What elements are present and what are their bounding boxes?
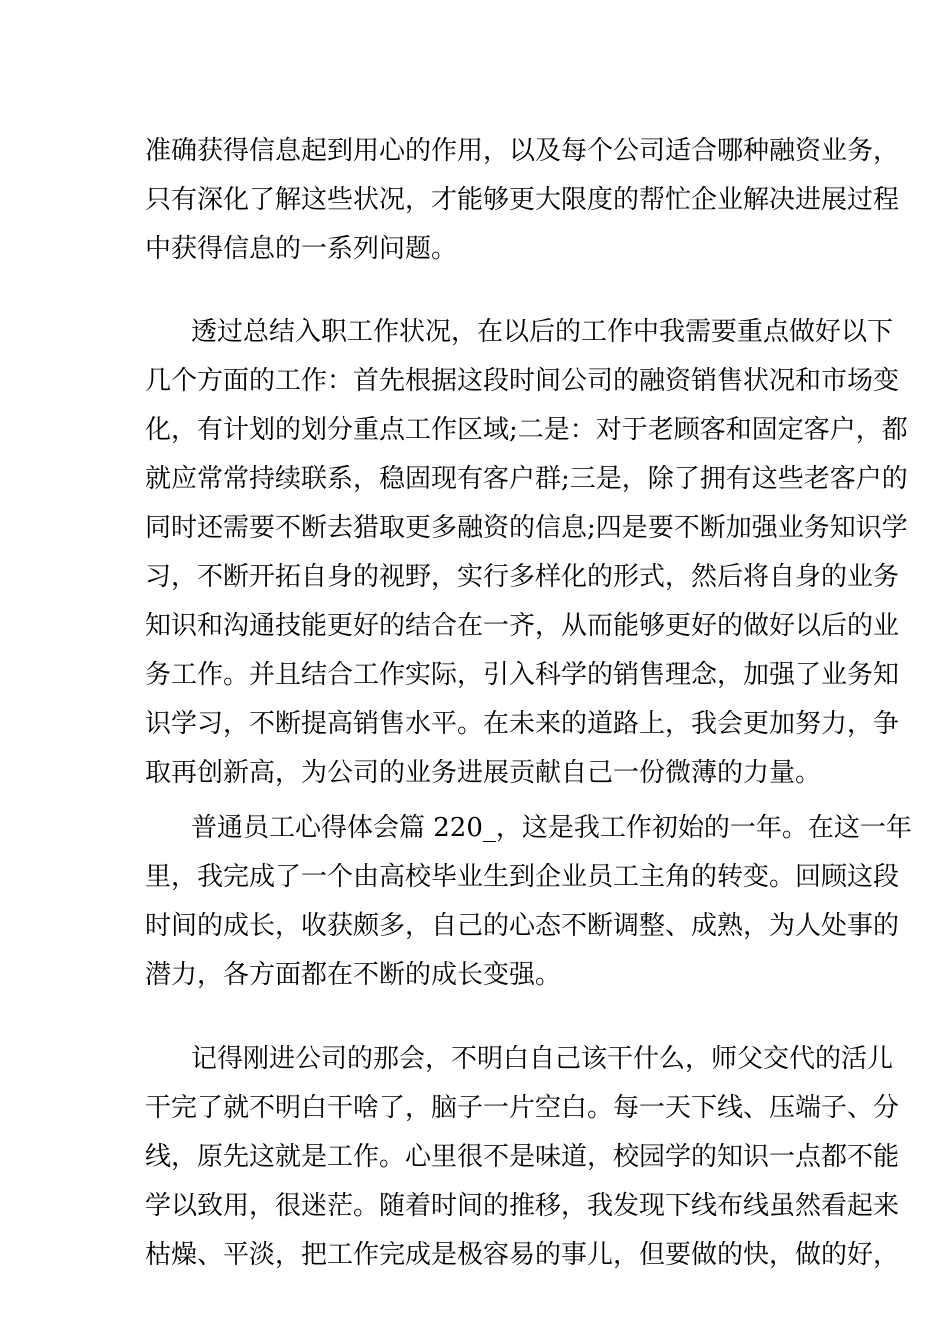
text-line: 时间的成长，收获颇多，自己的心态不断调整、成熟，为人处事的 (145, 911, 900, 941)
text-line: 务工作。并且结合工作实际，引入科学的销售理念，加强了业务知 (145, 660, 900, 690)
text-line: 学以致用，很迷茫。随着时间的推移，我发现下线布线虽然看起来 (145, 1191, 900, 1221)
text-line: 中获得信息的一系列问题。 (145, 234, 458, 264)
text-line: 干完了就不明白干啥了，脑子一片空白。每一天下线、压端子、分 (145, 1093, 900, 1123)
text-line: 就应常常持续联系，稳固现有客户群;三是，除了拥有这些老客户的 (145, 464, 908, 494)
text-line: 枯燥、平淡，把工作完成是极容易的事儿，但要做的快，做的好， (145, 1240, 900, 1270)
text-line: 线，原先这就是工作。心里很不是味道，校园学的知识一点都不能 (145, 1142, 900, 1172)
text-line: 同时还需要不断去猎取更多融资的信息;四是要不断加强业务知识学 (145, 513, 908, 543)
text-line: 知识和沟通技能更好的结合在一齐，从而能够更好的做好以后的业 (145, 611, 900, 641)
text-line: 取再创新高，为公司的业务进展贡献自己一份微薄的力量。 (145, 758, 822, 788)
text-line: 准确获得信息起到用心的作用，以及每个公司适合哪种融资业务， (145, 136, 900, 166)
paragraph-first-line: 透过总结入职工作状况，在以后的工作中我需要重点做好以下 (191, 317, 894, 347)
text-line: 识学习，不断提高销售水平。在未来的道路上，我会更加努力，争 (145, 709, 900, 739)
text-line: 几个方面的工作：首先根据这段时间公司的融资销售状况和市场变 (145, 366, 900, 396)
text-line: 潜力，各方面都在不断的成长变强。 (145, 960, 562, 990)
paragraph-first-line: 记得刚进公司的那会，不明白自己该干什么，师父交代的活儿 (191, 1044, 894, 1074)
text-line: 习，不断开拓自身的视野，实行多样化的形式，然后将自身的业务 (145, 562, 900, 592)
paragraph-first-line: 普通员工心得体会篇 220_，这是我工作初始的一年。在这一年 (191, 813, 912, 843)
text-line: 里，我完成了一个由高校毕业生到企业员工主角的转变。回顾这段 (145, 862, 900, 892)
text-line: 化，有计划的划分重点工作区域;二是：对于老顾客和固定客户，都 (145, 415, 908, 445)
text-line: 只有深化了解这些状况，才能够更大限度的帮忙企业解决进展过程 (145, 185, 900, 215)
